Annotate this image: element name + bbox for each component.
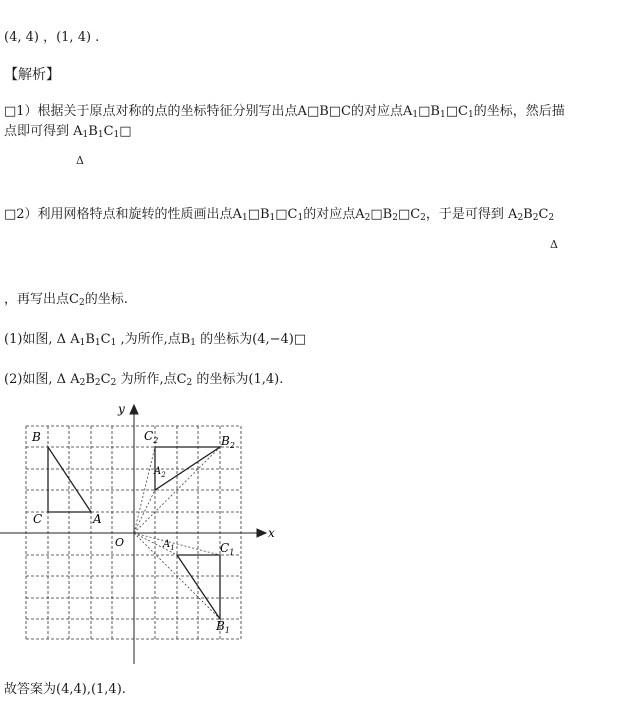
- step2-line3: ，再写出点$C_2$的坐标.: [4, 292, 128, 308]
- answer-part1: (1)如图, Δ $A_1B_1C_1$ ,为所作,点$B_1$ 的坐标为(4,−4)□: [4, 332, 307, 348]
- origin-label: O: [115, 536, 125, 549]
- x-axis-label: x: [268, 526, 275, 540]
- triangle-symbol-2: Δ: [550, 238, 558, 251]
- coordinate-figure: [0, 396, 280, 664]
- label-A2: $A_2$: [154, 466, 166, 479]
- y-axis-label: y: [118, 402, 125, 416]
- step2-line1: □2）利用网格特点和旋转的性质画出点$A_1□B_1□C_1$的对应点$A_2□B_2□C_2$，于是可得到 $A_2B_2C_2$: [4, 207, 555, 223]
- label-C: C: [33, 512, 43, 526]
- label-C1: $C_1$: [220, 541, 235, 557]
- top-answer: (4, 4) ，(1, 4) .: [4, 30, 100, 45]
- triangle-a1b1c1: [177, 555, 220, 619]
- label-B: B: [32, 430, 41, 444]
- step1-line2: 点即可得到 $A_1B_1C_1□$: [4, 124, 132, 140]
- triangle-symbol-1: Δ: [76, 154, 84, 167]
- label-A: A: [93, 512, 102, 526]
- x-axis-arrow: [257, 529, 266, 537]
- step1-line1: □1）根据关于原点对称的点的坐标特征分别写出点A□B□C的对应点$A_1□B_1□C_1$的坐标，然后描: [4, 104, 565, 120]
- answer-part2: (2)如图, Δ $A_2B_2C_2$ 为所作,点$C_2$ 的坐标为(1,4).: [4, 372, 284, 388]
- triangle-a2b2c2: [155, 447, 220, 490]
- label-B1: $B_1$: [216, 619, 230, 635]
- label-A1: $A_1$: [163, 539, 175, 552]
- label-C2: $C_2$: [144, 429, 159, 445]
- label-B2: $B_2$: [221, 434, 235, 450]
- conclusion: 故答案为(4,4),(1,4).: [4, 682, 126, 697]
- y-axis-arrow: [130, 405, 138, 414]
- triangle-abc: [48, 447, 91, 512]
- section-heading: 【解析】: [4, 67, 60, 83]
